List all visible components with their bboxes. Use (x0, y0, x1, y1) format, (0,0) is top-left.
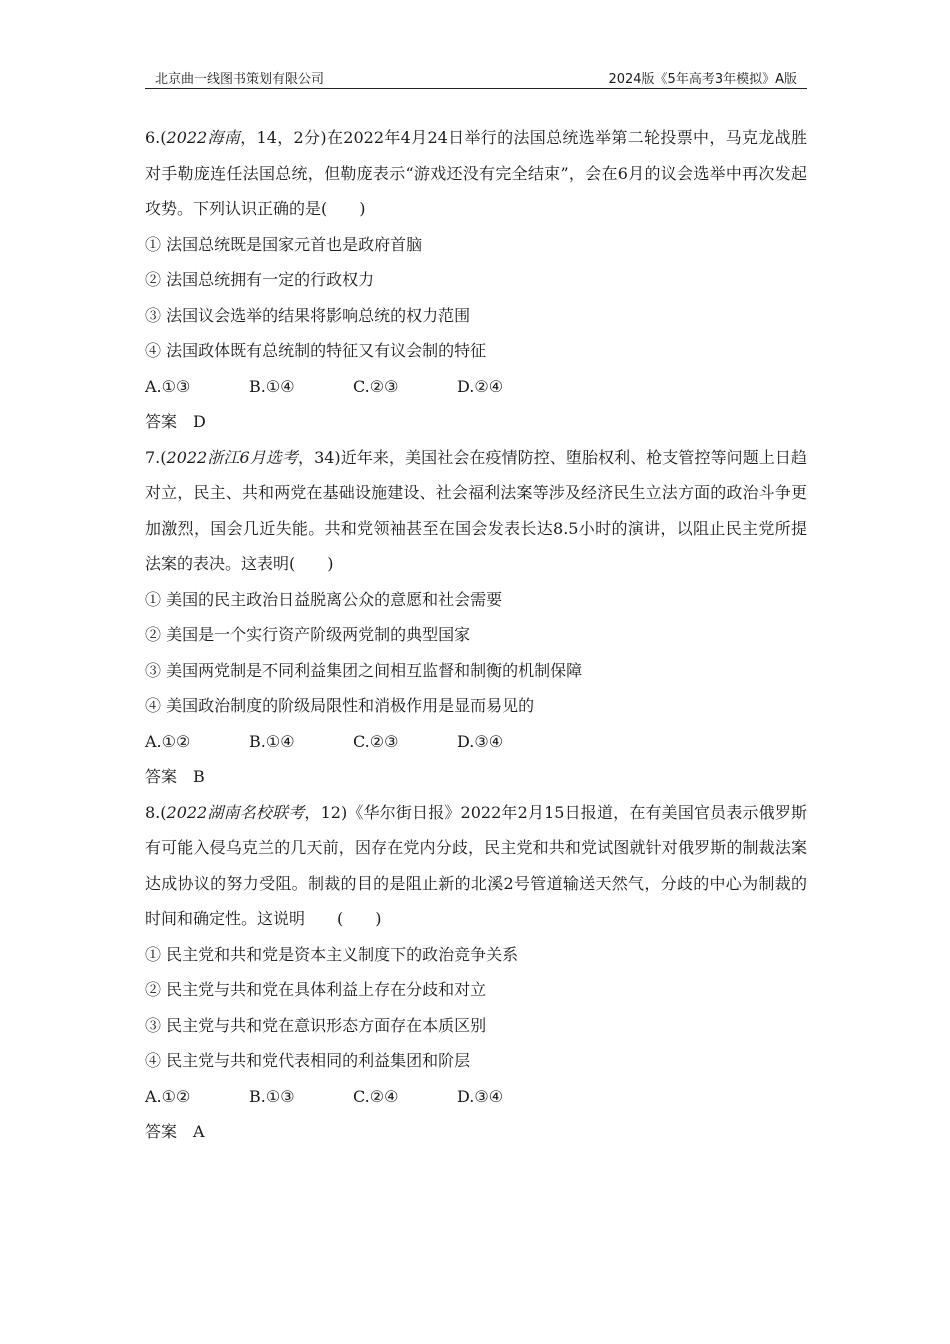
answer: 答案 B (145, 767, 205, 786)
question-source: 2022湖南名校联考 (166, 802, 305, 822)
statement: ① 民主党和共和党是资本主义制度下的政治竞争关系 (145, 944, 519, 964)
statement: ④ 美国政治制度的阶级局限性和消极作用是显而易见的 (145, 696, 535, 715)
answer-options (145, 369, 807, 405)
question-8 (145, 795, 807, 1150)
question-list (145, 120, 807, 1150)
option-d: D.③④ (457, 731, 504, 751)
option-d: D.③④ (457, 1086, 504, 1106)
question-source: 2022海南 (166, 128, 241, 147)
page-header (145, 66, 807, 89)
statement: ③ 美国两党制是不同利益集团之间相互监督和制衡的机制保障 (145, 660, 583, 680)
option-b: B.①④ (249, 376, 295, 396)
answer: 答案 A (145, 1122, 205, 1141)
statement: ③ 法国议会选举的结果将影响总统的权力范围 (145, 305, 471, 325)
question-6 (145, 120, 807, 440)
statement: ④ 民主党与共和党代表相同的利益集团和阶层 (145, 1051, 471, 1070)
statement: ② 民主党与共和党在具体利益上存在分歧和对立 (145, 980, 487, 999)
option-b: B.①③ (249, 1086, 295, 1106)
answer-options (145, 724, 807, 760)
answer: 答案 D (145, 412, 206, 431)
option-c: C.②④ (353, 1086, 399, 1106)
statement: ② 美国是一个实行资产阶级两党制的典型国家 (145, 625, 471, 644)
option-b: B.①④ (249, 731, 295, 751)
option-c: C.②③ (353, 376, 399, 396)
statement: ③ 民主党与共和党在意识形态方面存在本质区别 (145, 1015, 487, 1035)
statement: ② 法国总统拥有一定的行政权力 (145, 270, 375, 289)
question-stem: 6.(2022海南，14，2分)在2022年4月24日举行的法国总统选举第二轮投票中，马克龙战胜对手勒庞连任法国总统，但勒庞表示“游戏还没有完全结束”，会在6月的议会选举中再次发起攻势。下列认识正确的是( ) (145, 128, 807, 218)
option-a: A.①② (145, 731, 191, 751)
question-7 (145, 440, 807, 795)
option-a: A.①② (145, 1086, 191, 1106)
statement: ① 法国总统既是国家元首也是政府首脑 (145, 234, 423, 254)
statement: ① 美国的民主政治日益脱离公众的意愿和社会需要 (145, 589, 503, 609)
option-c: C.②③ (353, 731, 399, 751)
question-source: 2022浙江6月选考 (166, 447, 298, 467)
option-a: A.①③ (145, 376, 191, 396)
question-stem: 7.(2022浙江6月选考，34)近年来，美国社会在疫情防控、堕胎权利、枪支管控等问题上日趋对立，民主、共和两党在基础设施建设、社会福利法案等涉及经济民生立法方面的政治斗争更加激烈，国会几近失能。共和党领袖甚至在国会发表长达8.5小时的演讲，以阻止民主党所提法案的表决。这表明( ) (145, 447, 807, 573)
option-d: D.②④ (457, 376, 504, 396)
book-edition: 2024版《5年高考3年模拟》A版 (608, 72, 797, 87)
statement: ④ 法国政体既有总统制的特征又有议会制的特征 (145, 341, 487, 360)
question-stem: 8.(2022湖南名校联考，12)《华尔街日报》2022年2月15日报道，在有美国官员表示俄罗斯有可能入侵乌克兰的几天前，因存在党内分歧，民主党和共和党试图就针对俄罗斯的制裁法案达成协议的努力受阻。制裁的目的是阻止新的北溪2号管道输送天然气，分歧的中心为制裁的时间和确定性。这说明 ( ) (145, 802, 807, 928)
answer-options (145, 1079, 807, 1115)
publisher-name: 北京曲一线图书策划有限公司 (155, 72, 325, 87)
